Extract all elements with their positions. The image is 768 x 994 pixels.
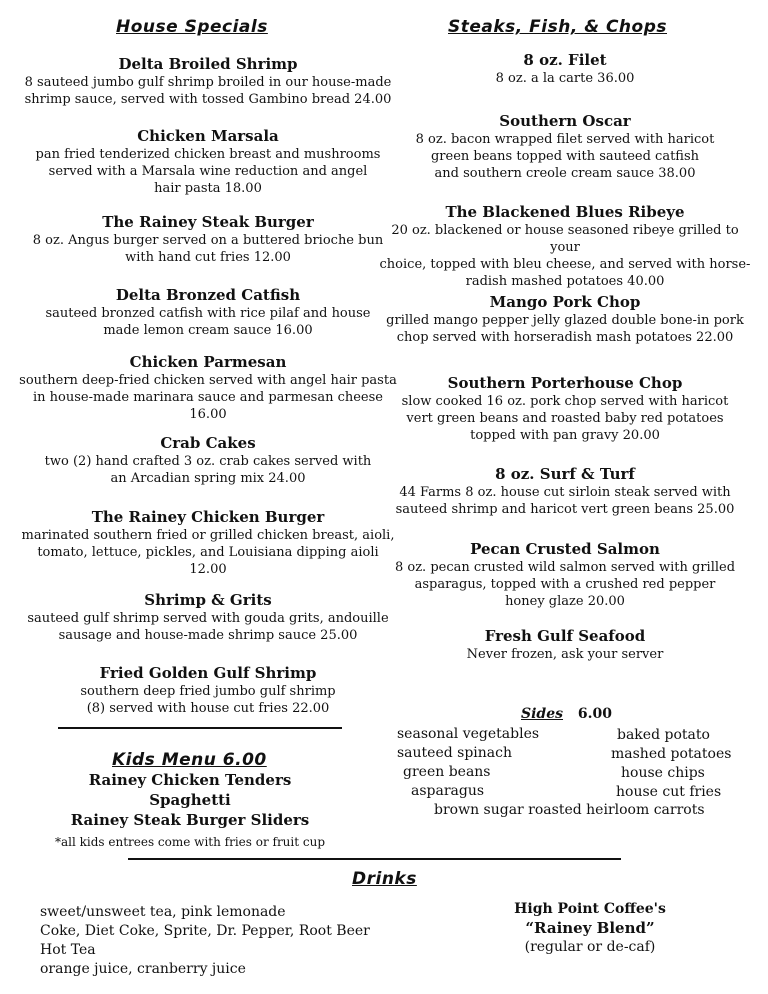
menu-item	[375, 203, 755, 290]
item-name: Pecan Crusted Salmon	[470, 540, 660, 558]
kids-menu-title: Kids Menu 6.00	[112, 750, 267, 770]
menu-item	[375, 293, 755, 346]
menu-item	[375, 374, 755, 444]
menu-item	[18, 286, 398, 339]
item-name: The Rainey Steak Burger	[102, 213, 314, 231]
item-description: slow cooked 16 oz. pork chop served with haricot vert green beans and roasted baby red potatoes topped with pan gravy 20.00	[401, 394, 729, 443]
item-description: southern deep-fried chicken served with angel hair pasta in house-made marinara sauce and parmesan cheese 16.00	[19, 373, 397, 422]
coffee-title: High Point Coffee's	[514, 901, 666, 917]
side-item: asparagus	[411, 783, 485, 799]
item-description: two (2) hand crafted 3 oz. crab cakes served with an Arcadian spring mix 24.00	[44, 454, 372, 486]
item-description: sauteed gulf shrimp served with gouda grits, andouille sausage and house-made shrimp sauce 25.00	[27, 611, 389, 643]
coffee-options: (regular or de-caf)	[524, 939, 656, 955]
menu-item	[375, 51, 755, 87]
item-description: pan fried tenderized chicken breast and mushrooms served with a Marsala wine reduction and angel hair pasta 18.00	[35, 147, 381, 196]
item-name: Chicken Parmesan	[129, 353, 287, 371]
item-description: 8 sauteed jumbo gulf shrimp broiled in our house-made shrimp sauce, served with tossed Gambino bread 24.00	[24, 75, 392, 107]
item-description: sauteed bronzed catfish with rice pilaf and house made lemon cream sauce 16.00	[45, 306, 371, 338]
item-name: Shrimp & Grits	[144, 591, 272, 609]
sides-label: Sides	[521, 706, 564, 722]
sides-title	[521, 706, 612, 722]
item-description: 20 oz. blackened or house seasoned ribeye grilled to your choice, topped with bleu cheese, and served with horse- radish mashed potatoes 40.00	[379, 223, 751, 289]
house-specials-title: House Specials	[116, 17, 268, 37]
menu-item	[18, 434, 398, 487]
drink-line: sweet/unsweet tea, pink lemonade	[40, 904, 286, 920]
side-item: house chips	[621, 765, 705, 781]
item-name: The Blackened Blues Ribeye	[445, 203, 685, 221]
kids-item: Rainey Steak Burger Sliders	[70, 811, 310, 829]
side-item: baked potato	[617, 727, 710, 743]
kids-item: Rainey Chicken Tenders	[88, 771, 292, 789]
steaks-fish-chops-title: Steaks, Fish, & Chops	[448, 17, 667, 37]
item-name: Southern Oscar	[499, 112, 631, 130]
menu-item	[18, 55, 398, 108]
item-description: 44 Farms 8 oz. house cut sirloin steak served with sauteed shrimp and haricot vert green beans 25.00	[395, 485, 735, 517]
divider	[128, 858, 621, 860]
item-description: Never frozen, ask your server	[466, 647, 664, 662]
kids-item: Spaghetti	[149, 791, 231, 809]
item-description: grilled mango pepper jelly glazed double bone-in pork chop served with horseradish mash potatoes 22.00	[386, 313, 744, 345]
drinks-list	[40, 903, 370, 979]
menu-item	[18, 664, 398, 717]
coffee-blend: “Rainey Blend”	[525, 919, 655, 937]
sides-price: 6.00	[577, 706, 612, 722]
kids-note: *all kids entrees come with fries or fruit cup	[54, 835, 326, 849]
item-name: The Rainey Chicken Burger	[91, 508, 325, 526]
menu-item	[18, 591, 398, 644]
coffee-block	[500, 900, 680, 957]
drinks-title: Drinks	[352, 869, 417, 889]
item-description: 8 oz. pecan crusted wild salmon served with grilled asparagus, topped with a crushed red pepper honey glaze 20.00	[394, 560, 736, 609]
side-item: seasonal vegetables	[397, 726, 540, 742]
item-name: 8 oz. Surf & Turf	[495, 465, 635, 483]
item-description: southern deep fried jumbo gulf shrimp (8) served with house cut fries 22.00	[80, 684, 336, 716]
item-name: Southern Porterhouse Chop	[447, 374, 683, 392]
drink-line: orange juice, cranberry juice	[40, 961, 246, 977]
item-description: 8 oz. bacon wrapped filet served with haricot green beans topped with sauteed catfish and southern creole cream sauce 38.00	[415, 132, 715, 181]
side-item: house cut fries	[616, 784, 722, 800]
drink-line: Coke, Diet Coke, Sprite, Dr. Pepper, Root Beer	[40, 923, 370, 939]
divider	[58, 727, 342, 729]
menu-item	[375, 627, 755, 663]
item-name: 8 oz. Filet	[523, 51, 607, 69]
item-name: Fried Golden Gulf Shrimp	[99, 664, 317, 682]
side-item: mashed potatoes	[611, 746, 732, 762]
item-description: marinated southern fried or grilled chicken breast, aioli, tomato, lettuce, pickles, and Louisiana dipping aioli 12.00	[21, 528, 395, 577]
menu-item	[375, 112, 755, 182]
menu-item	[18, 508, 398, 578]
item-name: Delta Broiled Shrimp	[118, 55, 298, 73]
menu-item	[18, 353, 398, 423]
item-name: Chicken Marsala	[137, 127, 279, 145]
kids-menu	[30, 770, 350, 851]
drink-line: Hot Tea	[40, 942, 96, 958]
item-description: 8 oz. Angus burger served on a buttered brioche bun with hand cut fries 12.00	[32, 233, 384, 265]
item-name: Crab Cakes	[160, 434, 256, 452]
item-description: 8 oz. a la carte 36.00	[495, 71, 635, 86]
menu-item	[18, 127, 398, 197]
menu-item	[375, 465, 755, 518]
item-name: Fresh Gulf Seafood	[484, 627, 646, 645]
side-item: sauteed spinach	[397, 745, 513, 761]
side-item: brown sugar roasted heirloom carrots	[434, 802, 705, 818]
menu-item	[375, 540, 755, 610]
item-name: Delta Bronzed Catfish	[115, 286, 301, 304]
menu-item	[18, 213, 398, 266]
item-name: Mango Pork Chop	[489, 293, 641, 311]
side-item: green beans	[403, 764, 491, 780]
